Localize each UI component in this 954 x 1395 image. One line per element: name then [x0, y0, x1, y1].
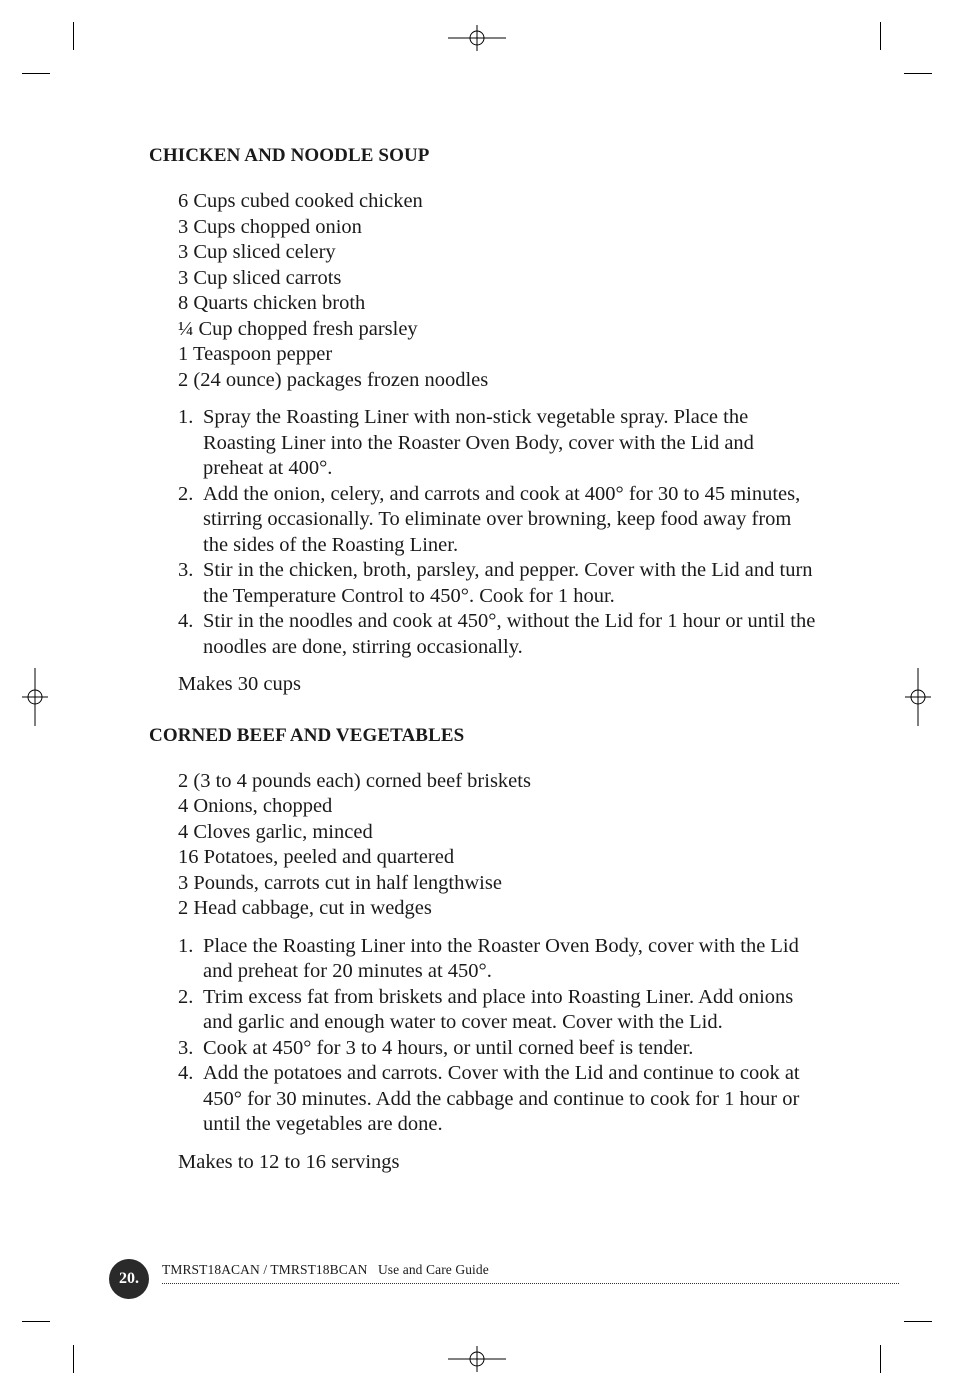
- recipe-title: CORNED BEEF AND VEGETABLES: [149, 724, 465, 746]
- footer-dotted-rule: [162, 1283, 899, 1284]
- ingredient-item: 2 (3 to 4 pounds each) corned beef briskets: [178, 769, 531, 792]
- ingredient-item: ¼ Cup chopped fresh parsley: [178, 317, 418, 340]
- step-item: [178, 609, 818, 660]
- recipe-title: CHICKEN AND NOODLE SOUP: [149, 145, 430, 166]
- step-number: 4.: [178, 1062, 194, 1084]
- page-footer: [109, 1259, 899, 1299]
- crop-mark: [22, 73, 50, 74]
- step-item: [178, 1036, 818, 1062]
- recipe-yield: Makes to 12 to 16 servings: [178, 1150, 400, 1173]
- step-number: 1.: [178, 934, 194, 957]
- registration-mark-icon: [905, 684, 931, 710]
- step-list: [178, 405, 818, 660]
- step-number: 1.: [178, 406, 194, 428]
- step-number: 4.: [178, 610, 194, 632]
- recipe-chicken-noodle-soup: [149, 143, 829, 698]
- step-text: Stir in the noodles and cook at 450°, without the Lid for 1 hour or until the noodles are done, stirring occasionally.: [203, 610, 816, 658]
- crop-mark: [73, 22, 74, 50]
- step-text: Place the Roasting Liner into the Roaster Oven Body, cover with the Lid and preheat for 20 minutes at 450°.: [203, 934, 799, 982]
- registration-mark-icon: [464, 1346, 490, 1372]
- crop-mark: [880, 22, 881, 50]
- ingredient-item: 4 Onions, chopped: [178, 795, 333, 817]
- ingredient-item: 8 Quarts chicken broth: [178, 292, 366, 314]
- step-number: 3.: [178, 1036, 194, 1059]
- step-list: [178, 934, 818, 1138]
- ingredient-item: 4 Cloves garlic, minced: [178, 820, 373, 843]
- recipe-yield: Makes 30 cups: [178, 673, 301, 695]
- step-text: Spray the Roasting Liner with non-stick vegetable spray. Place the Roasting Liner into the Roaster Oven Body, cover with the Lid and preheat at 400°.: [203, 406, 754, 479]
- ingredient-item: 3 Pounds, carrots cut in half lengthwise: [178, 871, 502, 894]
- step-text: Stir in the chicken, broth, parsley, and pepper. Cover with the Lid and turn the Temperature Control to 450°. Cook for 1 hour.: [203, 559, 813, 607]
- ingredient-item: 3 Cups chopped onion: [178, 215, 362, 238]
- ingredient-item: 16 Potatoes, peeled and quartered: [178, 846, 455, 868]
- ingredient-item: 6 Cups cubed cooked chicken: [178, 190, 423, 212]
- page-number-badge: 20.: [109, 1259, 149, 1299]
- step-item: [178, 1061, 818, 1138]
- step-item: [178, 985, 818, 1036]
- crop-mark: [904, 73, 932, 74]
- step-item: [178, 558, 818, 609]
- ingredient-list: [178, 769, 829, 922]
- registration-mark-icon: [22, 684, 48, 710]
- step-item: [178, 405, 818, 482]
- step-text: Trim excess fat from briskets and place into Roasting Liner. Add onions and garlic and enough water to cover meat. Cover with the Lid.: [203, 985, 794, 1033]
- footer-text: TMRST18ACAN / TMRST18BCAN Use and Care Guide: [162, 1262, 489, 1277]
- step-text: Add the onion, celery, and carrots and cook at 400° for 30 to 45 minutes, stirring occasionally. To eliminate over browning, keep food away from the sides of the Roasting Liner.: [203, 482, 801, 556]
- ingredient-item: 2 (24 ounce) packages frozen noodles: [178, 368, 489, 391]
- registration-mark-icon: [464, 25, 490, 51]
- recipe-corned-beef: [149, 723, 829, 1176]
- step-number: 2.: [178, 985, 194, 1008]
- crop-mark: [22, 1321, 50, 1322]
- ingredient-item: 2 Head cabbage, cut in wedges: [178, 897, 432, 919]
- crop-mark: [904, 1321, 932, 1322]
- crop-mark: [73, 1345, 74, 1373]
- step-text: Cook at 450° for 3 to 4 hours, or until corned beef is tender.: [203, 1036, 694, 1059]
- step-item: [178, 482, 818, 559]
- step-text: Add the potatoes and carrots. Cover with the Lid and continue to cook at 450° for 30 minutes. Add the cabbage and continue to cook for 1 hour or until the vegetables are done.: [203, 1062, 800, 1135]
- step-number: 3.: [178, 559, 194, 581]
- ingredient-item: 3 Cup sliced celery: [178, 241, 336, 263]
- ingredient-item: 1 Teaspoon pepper: [178, 343, 333, 365]
- step-number: 2.: [178, 482, 194, 505]
- ingredient-list: [178, 189, 829, 393]
- ingredient-item: 3 Cup sliced carrots: [178, 266, 342, 289]
- step-item: [178, 934, 818, 985]
- crop-mark: [880, 1345, 881, 1373]
- page-content: [149, 143, 829, 1175]
